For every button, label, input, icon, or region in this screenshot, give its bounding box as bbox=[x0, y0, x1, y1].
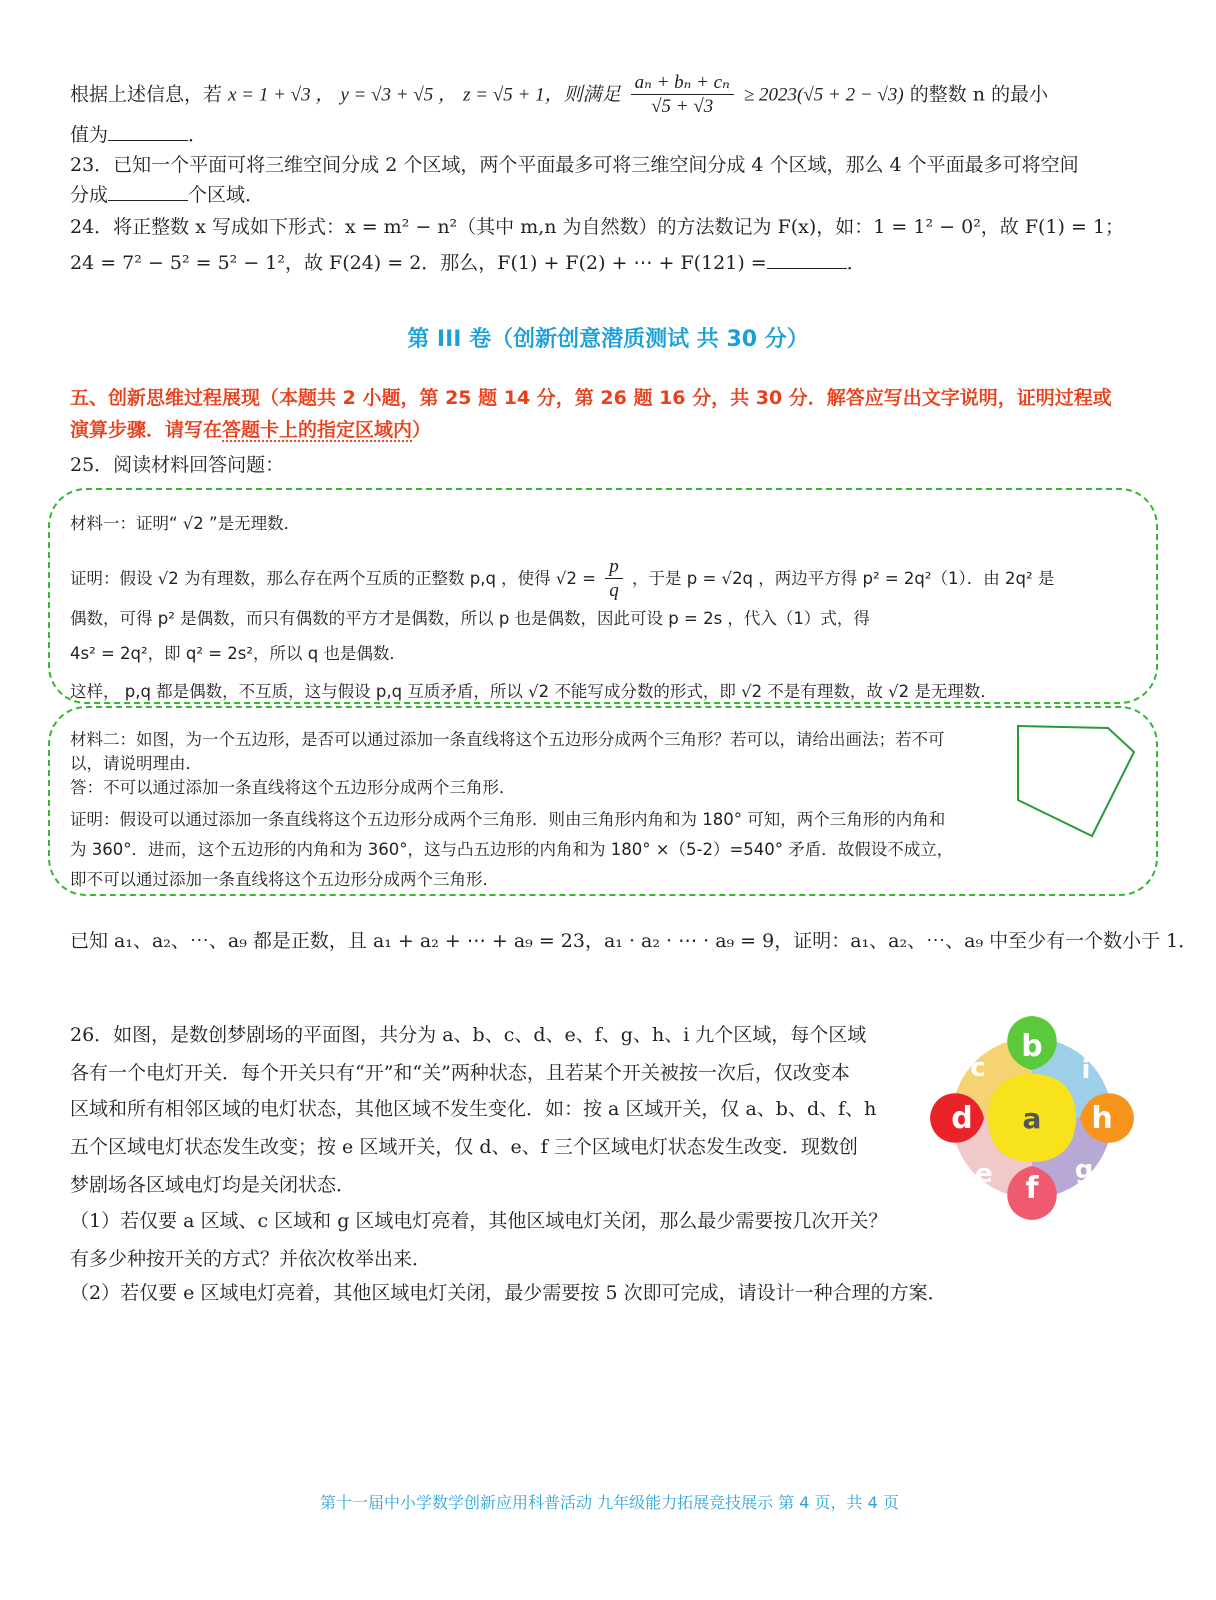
material2-line5: 为 360°．进而，这个五边形的内角和为 360°，这与凸五边形的内角和为 180° ×（5-2）=540° 矛盾．故假设不成立， bbox=[70, 840, 954, 859]
material2-line2: 以，请说明理由． bbox=[70, 754, 202, 773]
q22-frac-den: √5 + √3 bbox=[651, 96, 714, 117]
q22-z: z = √5 + 1，则满足 bbox=[463, 84, 621, 106]
q26-line3: 区域和所有相邻区域的电灯状态，其他区域不发生变化．如：按 a 区域开关，仅 a、b、d、f、h bbox=[70, 1098, 877, 1120]
part5-line2 bbox=[70, 414, 1150, 446]
part5-heading bbox=[70, 382, 1150, 446]
q22-frac-num: aₙ + bₙ + cₙ bbox=[631, 72, 734, 95]
m1-l1-a: 证明：假设 √2 为有理数，那么存在两个互质的正整数 p,q ，使得 √2 = bbox=[70, 569, 597, 588]
q23-line1: 23．已知一个平面可将三维空间分成 2 个区域，两个平面最多可将三维空间分成 4 个区域，那么 4 个平面最多可将空间 bbox=[70, 154, 1079, 176]
section-title: 第 III 卷（创新创意潜质测试 共 30 分） bbox=[407, 327, 809, 352]
q24-answer-blank[interactable] bbox=[767, 250, 847, 269]
q22-y: y = √3 + √5 ， bbox=[340, 84, 458, 106]
region-f-label: f bbox=[1025, 1171, 1039, 1206]
material1-line2: 偶数，可得 p² 是偶数，而只有偶数的平方才是偶数，所以 p 也是偶数，因此可设 p = 2s ，代入（1）式，得 bbox=[70, 609, 870, 628]
q26-line4: 五个区域电灯状态发生改变；按 e 区域开关，仅 d、e、f 三个区域电灯状态发生改变．现数创 bbox=[70, 1136, 858, 1158]
m1-l1-b: ，于是 p = √2q ，两边平方得 p² = 2q²（1）．由 2q² 是 bbox=[632, 569, 1055, 588]
material2-line1: 材料二：如图，为一个五边形，是否可以通过添加一条直线将这个五边形分成两个三角形？若可以，请给出画法；若不可 bbox=[70, 730, 945, 749]
q25-intro: 25．阅读材料回答问题： bbox=[70, 454, 285, 476]
region-i-label: i bbox=[1081, 1055, 1091, 1085]
region-h-label: h bbox=[1091, 1101, 1113, 1136]
m1-frac-den: q bbox=[609, 580, 619, 601]
q25-task: 已知 a₁、a₂、⋯、a₉ 都是正数，且 a₁ + a₂ + ⋯ + a₉ = 23，a₁ · a₂ · ⋯ · a₉ = 9，证明：a₁、a₂、⋯、a₉ 中至少有一个数小于 1． bbox=[70, 930, 1198, 952]
material2-line3: 答：不可以通过添加一条直线将这个五边形分成两个三角形． bbox=[70, 778, 516, 797]
pentagon-figure bbox=[1010, 720, 1140, 845]
q26-part2: （2）若仅要 e 区域电灯亮着，其他区域电灯关闭，最少需要按 5 次即可完成，请设计一种合理的方案． bbox=[70, 1282, 947, 1304]
q22-answer-blank[interactable] bbox=[108, 122, 188, 141]
part5-line1: 五、创新思维过程展现（本题共 2 小题，第 25 题 14 分，第 26 题 16 分，共 30 分．解答应写出文字说明，证明过程或 bbox=[70, 387, 1112, 409]
material1-line4: 这样， p,q 都是偶数，不互质，这与假设 p,q 互质矛盾，所以 √2 不能写成分数的形式，即 √2 不是有理数，故 √2 是无理数． bbox=[70, 682, 997, 701]
part5-line2-emph: 答题卡上的指定区域内 bbox=[222, 419, 413, 441]
q26-line5: 梦剧场各区域电灯均是关闭状态． bbox=[70, 1174, 356, 1196]
q26-part1-line1: （1）若仅要 a 区域、c 区域和 g 区域电灯亮着，其他区域电灯关闭，那么最少需要按几次开关？ bbox=[70, 1210, 888, 1232]
region-b-label: b bbox=[1021, 1029, 1043, 1064]
q26-line1: 26．如图，是数创梦剧场的平面图，共分为 a、b、c、d、e、f、g、h、i 九个区域，每个区域 bbox=[70, 1024, 867, 1046]
q22-line1 bbox=[70, 72, 1048, 119]
q22-suffix: 的整数 n 的最小 bbox=[909, 83, 1049, 106]
q24-line2-text: 24 = 7² − 5² = 5² − 1²，故 F(24) = 2．那么，F(1) + F(2) + ⋯ + F(121) = bbox=[70, 252, 767, 274]
q24-line1: 24．将正整数 x 写成如下形式：x = m² − n²（其中 m,n 为自然数）的方法数记为 F(x)，如：1 = 1² − 0²，故 F(1) = 1； bbox=[70, 216, 1125, 238]
region-a-label: a bbox=[1022, 1102, 1042, 1135]
q22-x: x = 1 + √3 ， bbox=[228, 84, 335, 106]
q22-prefix: 根据上述信息，若 bbox=[70, 83, 223, 106]
q22-fraction bbox=[631, 72, 734, 119]
page-footer: 第十一届中小学数学创新应用科普活动 九年级能力拓展竞技展示 第 4 页，共 4 页 bbox=[320, 1493, 899, 1512]
q23-line2 bbox=[70, 182, 264, 208]
pentagon-shape bbox=[1018, 726, 1134, 836]
region-e-label: e bbox=[975, 1159, 993, 1189]
q22-line2: 值为 ． bbox=[70, 124, 208, 146]
q26-line2: 各有一个电灯开关．每个开关只有“开”和“关”两种状态，且若某个开关被按一次后，仅改变本 bbox=[70, 1062, 850, 1084]
material2-line4: 证明：假设可以通过添加一条直线将这个五边形分成两个三角形．则由三角形内角和为 180° 可知，两个三角形的内角和 bbox=[70, 810, 946, 829]
material2-line6: 即不可以通过添加一条直线将这个五边形分成两个三角形． bbox=[70, 870, 499, 889]
part5-line2-c: ） bbox=[412, 419, 432, 441]
region-c-label: c bbox=[970, 1053, 986, 1083]
m1-fraction bbox=[605, 556, 623, 603]
q23-line2-pre: 分成 bbox=[70, 184, 109, 206]
q24-line2: 24 = 7² − 5² = 5² − 1²，故 F(24) = 2．那么，F(1) + F(2) + ⋯ + F(121) = ． bbox=[70, 252, 866, 274]
material1-line1 bbox=[70, 556, 1054, 603]
part5-line2-a: 演算步骤．请写在 bbox=[70, 419, 223, 441]
m1-frac-num: p bbox=[605, 556, 623, 579]
q26-part1-line2: 有多少种按开关的方式？并依次枚举出来． bbox=[70, 1248, 432, 1270]
q22-rhs: ≥ 2023(√5 + 2 − √3) bbox=[743, 84, 904, 106]
material1-title: 材料一：证明“ √2 ”是无理数． bbox=[70, 514, 301, 533]
q22-line2-text: 值为 bbox=[70, 124, 109, 146]
theater-floor-plan bbox=[928, 1014, 1138, 1224]
region-g-label: g bbox=[1074, 1155, 1094, 1185]
q23-line2-post: 个区域． bbox=[188, 184, 265, 206]
q23-answer-blank[interactable] bbox=[108, 182, 188, 201]
material1-line3: 4s² = 2q²，即 q² = 2s²，所以 q 也是偶数． bbox=[70, 644, 406, 663]
region-d-label: d bbox=[951, 1101, 973, 1136]
